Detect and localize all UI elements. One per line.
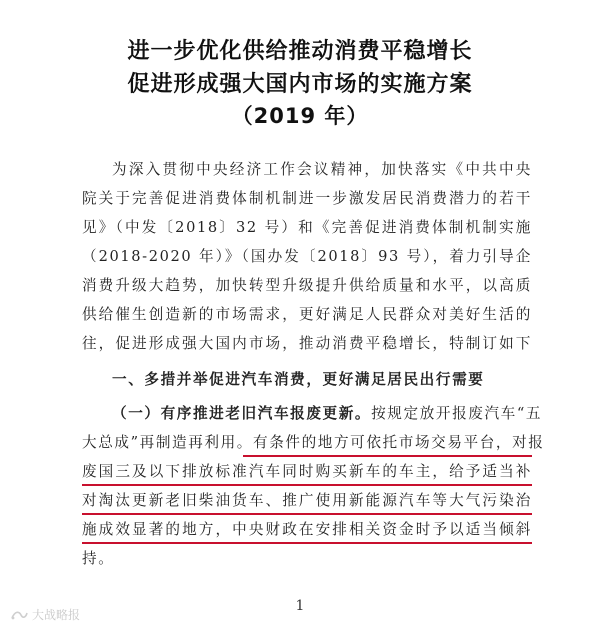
red-underline-4 xyxy=(82,542,532,544)
intro-line-4: （2018-2020 年）》（国办发〔2018〕93 号），着力引导企 xyxy=(82,248,532,265)
intro-line-2: 院关于完善促进消费体制机制进一步激发居民消费潜力的若干 xyxy=(82,190,532,207)
subsection-line-2-b: 有条件的地方可依托市场交易平台，对报 xyxy=(253,434,545,451)
watermark-logo-icon xyxy=(10,609,28,621)
red-underline-3 xyxy=(82,513,532,515)
subsection-line-4: 对淘汰更新老旧柴油货车、推广使用新能源汽车等大气污染治 xyxy=(82,492,532,509)
subsection-line-5: 施成效显著的地方，中央财政在安排相关资金时予以适当倾斜 xyxy=(82,521,532,538)
intro-line-3: 见》（中发〔2018〕32 号）和《完善促进消费体制机制实施 xyxy=(82,219,532,236)
section-heading: 一、多措并举促进汽车消费，更好满足居民出行需要 xyxy=(112,371,485,388)
subsection-line-2-a: 大总成”再制造再利用。 xyxy=(82,434,253,451)
subsection-line-1-rest: 按规定放开报废汽车“五 xyxy=(371,405,543,422)
page-number: 1 xyxy=(295,598,305,614)
watermark xyxy=(10,606,80,623)
subsection-line-6: 持。 xyxy=(82,550,115,567)
intro-line-6: 供给催生创造新的市场需求，更好满足人民群众对美好生活的 xyxy=(82,306,532,323)
red-underline-1 xyxy=(243,455,532,457)
doc-title-line-1: 进一步优化供给推动消费平稳增长 xyxy=(127,39,473,64)
intro-line-1: 为深入贯彻中央经济工作会议精神，加快落实《中共中央 xyxy=(112,161,532,178)
intro-line-5: 消费升级大趋势，加快转型升级提升供给质量和水平，以高质 xyxy=(82,277,532,294)
doc-title-year: （2019 年） xyxy=(231,104,369,128)
subsection-lead: （一）有序推进老旧汽车报废更新。 xyxy=(112,405,372,422)
subsection-line-3: 废国三及以下排放标准汽车同时购买新车的车主，给予适当补 xyxy=(82,463,532,480)
intro-line-7: 往，促进形成强大国内市场，推动消费平稳增长，特制订如下 xyxy=(82,335,532,352)
watermark-text: 大战略报 xyxy=(32,608,81,622)
subsection-line-1 xyxy=(112,404,543,424)
subsection-line-2 xyxy=(82,433,545,453)
doc-title-line-2: 促进形成强大国内市场的实施方案 xyxy=(127,72,473,97)
red-underline-2 xyxy=(82,484,532,486)
